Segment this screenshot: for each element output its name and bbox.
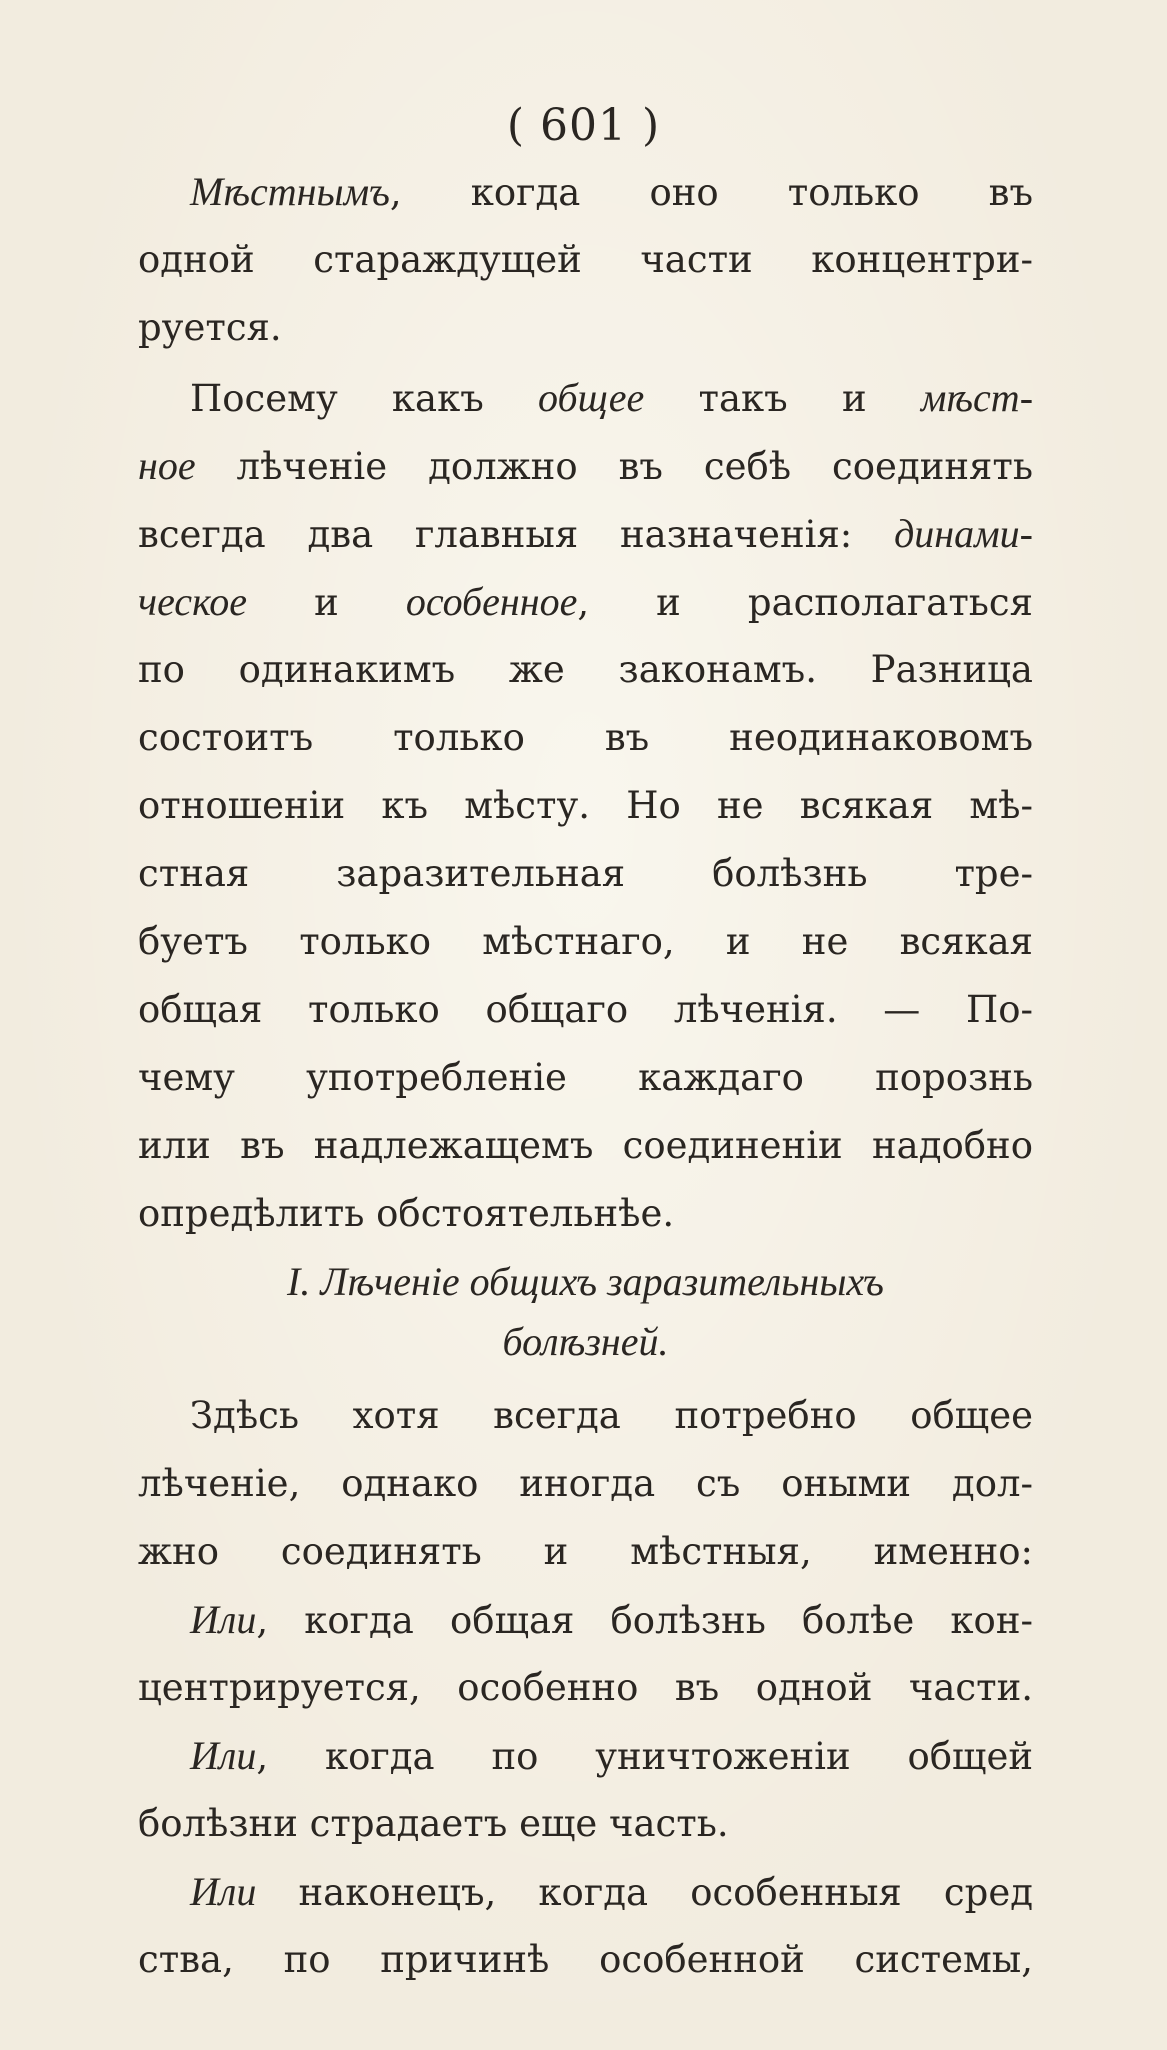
text-line — [138, 640, 1033, 700]
italic-text: болѣзней. — [502, 1319, 669, 1364]
text-line — [138, 436, 1033, 497]
text-line — [138, 980, 1033, 1040]
italic-text: динами- — [894, 511, 1033, 556]
page-number: ( 601 ) — [506, 100, 661, 151]
text-line — [138, 1048, 1033, 1108]
text-line — [138, 1454, 1033, 1514]
plain-text: наконецъ, когда особенныя сред — [256, 1871, 1033, 1914]
text-line — [138, 912, 1033, 972]
text-line — [190, 1386, 1033, 1446]
italic-text: общее — [538, 375, 645, 420]
text-line — [190, 368, 1033, 429]
text-line — [138, 1522, 1033, 1582]
plain-text: жно соединять и мѣстныя, именно: — [138, 1530, 1033, 1573]
plain-text: Здѣсь хотя всегда потребно общее — [190, 1394, 1033, 1437]
plain-text: чему употребленіе каждаго порознь — [138, 1056, 1033, 1099]
text-line — [138, 844, 1033, 904]
text-line — [138, 776, 1033, 836]
plain-text: или въ надлежащемъ соединеніи надобно — [138, 1124, 1033, 1167]
plain-text: стная заразительная болѣзнь тре- — [138, 852, 1033, 895]
plain-text: , когда по уничтоженіи общей — [256, 1735, 1033, 1778]
plain-text: и — [247, 581, 406, 624]
text-line — [138, 1116, 1033, 1176]
plain-text: лѣченіе, однако иногда съ оными дол- — [138, 1462, 1033, 1505]
plain-text: руется. — [138, 306, 282, 349]
text-line — [190, 1862, 1033, 1923]
text-line — [138, 1930, 1033, 1990]
text-line — [138, 504, 1033, 565]
plain-text: , когда общая болѣзнь болѣе кон- — [256, 1599, 1033, 1642]
text-line — [190, 162, 1033, 223]
section-heading-line — [138, 1252, 1033, 1313]
plain-text: , когда оно только въ — [389, 171, 1033, 214]
italic-text: Мѣстнымъ — [190, 169, 390, 214]
plain-text: по одинакимъ же законамъ. Разница — [138, 648, 1033, 691]
text-line — [138, 230, 1033, 290]
text-line — [138, 1794, 1033, 1854]
plain-text: болѣзни страдаетъ еще часть. — [138, 1802, 729, 1845]
text-line — [190, 1726, 1033, 1787]
text-line — [190, 1590, 1033, 1651]
italic-text: Или — [190, 1733, 257, 1778]
plain-text: отношеніи къ мѣсту. Но не всякая мѣ- — [138, 784, 1033, 827]
plain-text: центрируется, особенно въ одной части. — [138, 1666, 1033, 1709]
italic-text: ное — [138, 443, 196, 488]
plain-text: Посему какъ — [190, 377, 539, 420]
italic-text: ческое — [138, 579, 248, 624]
section-heading-line — [138, 1312, 1033, 1373]
italic-text: особенное — [405, 579, 578, 624]
plain-text: , и располагаться — [577, 581, 1033, 624]
italic-text: Или — [190, 1597, 257, 1642]
italic-text: Или — [190, 1869, 257, 1914]
plain-text: общая только общаго лѣченія. — По- — [138, 988, 1033, 1031]
plain-text: состоитъ только въ неодинаковомъ — [138, 716, 1033, 759]
text-line — [138, 1184, 1033, 1244]
plain-text: лѣченіе должно въ себѣ соединять — [195, 445, 1033, 488]
plain-text: ства, по причинѣ особенной системы, — [138, 1938, 1033, 1981]
plain-text: опредѣлить обстоятельнѣе. — [138, 1192, 675, 1235]
italic-text: I. Лѣченіе общихъ заразительныхъ — [287, 1259, 884, 1304]
text-line — [138, 708, 1033, 768]
text-line — [138, 1658, 1033, 1718]
italic-text: мѣст- — [920, 375, 1034, 420]
plain-text: такъ и — [644, 377, 921, 420]
text-line — [138, 298, 1033, 358]
plain-text: одной стараждущей части концентри- — [138, 238, 1033, 281]
plain-text: всегда два главныя назначенія: — [138, 513, 895, 556]
plain-text: буетъ только мѣстнаго, и не всякая — [138, 920, 1033, 963]
text-line — [138, 572, 1033, 633]
